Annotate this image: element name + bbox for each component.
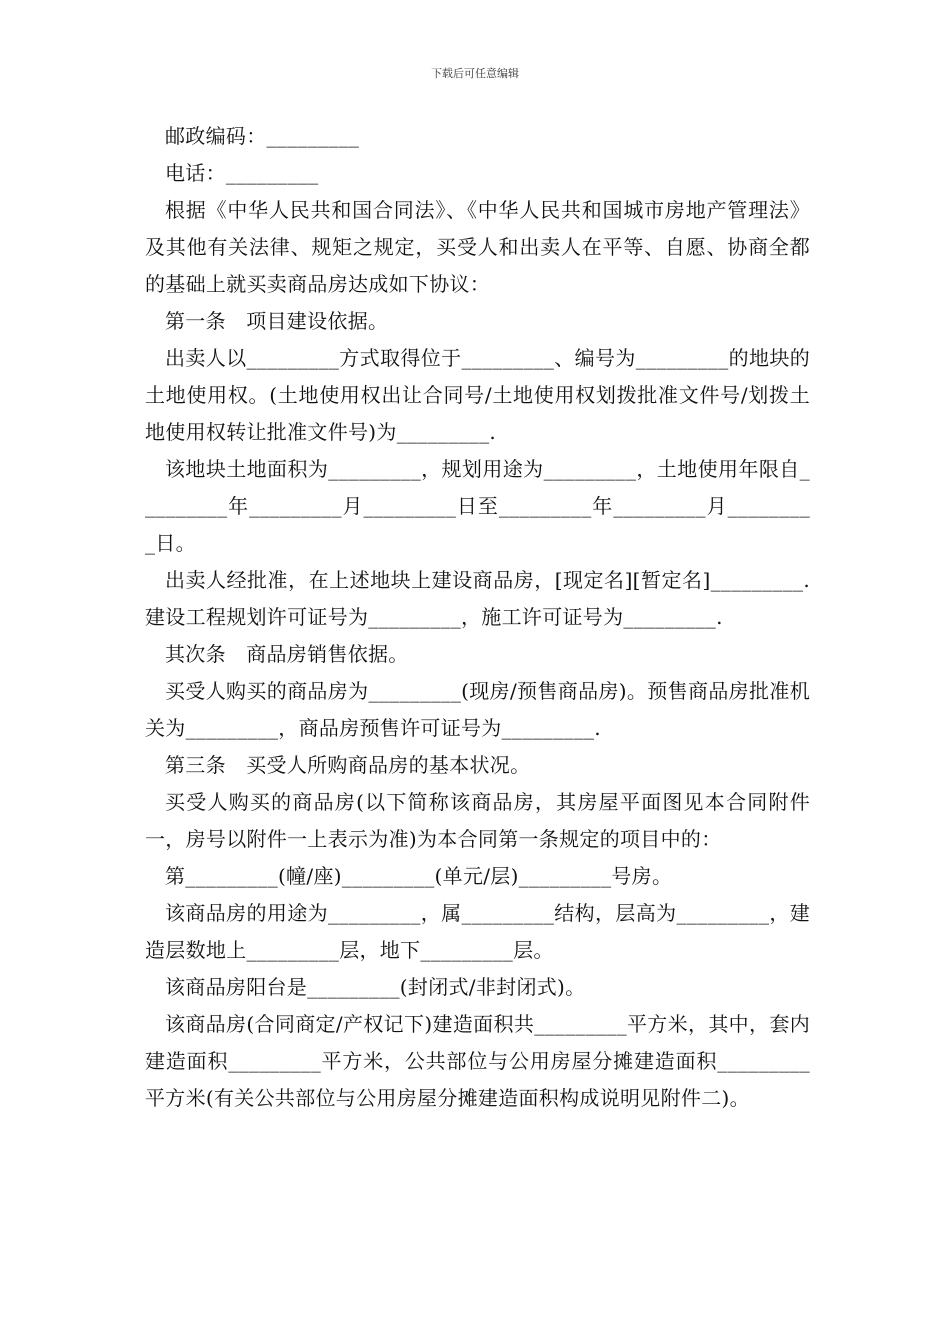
paragraph-construction-permits: 出卖人经批准，在上述地块上建设商品房，[现定名][暂定名]_________.建设工程规划许可证号为_________，施工许可证号为_________. — [145, 568, 810, 629]
paragraph-land-area: 该地块土地面积为_________，规划用途为_________，土地使用年限自_________年_________月_________日至_________年_________月_________日。 — [145, 457, 810, 555]
paragraph-floor-area: 该商品房(合同商定/产权记下)建造面积共_________平方米，其中，套内建造面积_________平方米，公共部位与公用房屋分摊建造面积_________平方米(有关公共部位与公用房屋分摊建造面积构成说明见附件二)。 — [145, 1012, 810, 1110]
article-3-heading: 第三条 买受人所购商品房的基本状况。 — [165, 753, 531, 777]
paragraph-usage-structure: 该商品房的用途为_________，属_________结构，层高为_________，建造层数地上_________层，地下_________层。 — [145, 901, 810, 962]
paragraph-postal-code: 邮政编码：_________ — [165, 124, 360, 148]
page-header-note: 下载后可任意编辑 — [431, 67, 519, 80]
paragraph-balcony: 该商品房阳台是_________(封闭式/非封闭式)。 — [165, 975, 586, 999]
article-1-heading: 第一条 项目建设依据。 — [165, 309, 389, 333]
paragraph-land-acquisition: 出卖人以_________方式取得位于_________、编号为_________的地块的土地使用权。(土地使用权出让合同号/土地使用权划拨批准文件号/划拨土地使用权转让批准文件号)为_________. — [145, 346, 810, 444]
paragraph-unit-number: 第_________(幢/座)_________(单元/层)_________号房。 — [165, 864, 673, 888]
paragraph-preamble: 根据《中华人民共和国合同法》、《中华人民共和国城市房地产管理法》及其他有关法律、规矩之规定，买受人和出卖人在平等、自愿、协商全都的基础上就买卖商品房达成如下协议： — [145, 198, 810, 296]
paragraph-sales-basis: 买受人购买的商品房为_________(现房/预售商品房)。预售商品房批准机关为_________，商品房预售许可证号为_________. — [145, 679, 810, 740]
paragraph-phone: 电话：_________ — [165, 161, 319, 185]
paragraph-property-description: 买受人购买的商品房(以下简称该商品房，其房屋平面图见本合同附件一，房号以附件一上表示为准)为本合同第一条规定的项目中的： — [145, 790, 810, 851]
contract-body — [145, 118, 810, 1117]
article-2-heading: 其次条 商品房销售依据。 — [165, 642, 409, 666]
